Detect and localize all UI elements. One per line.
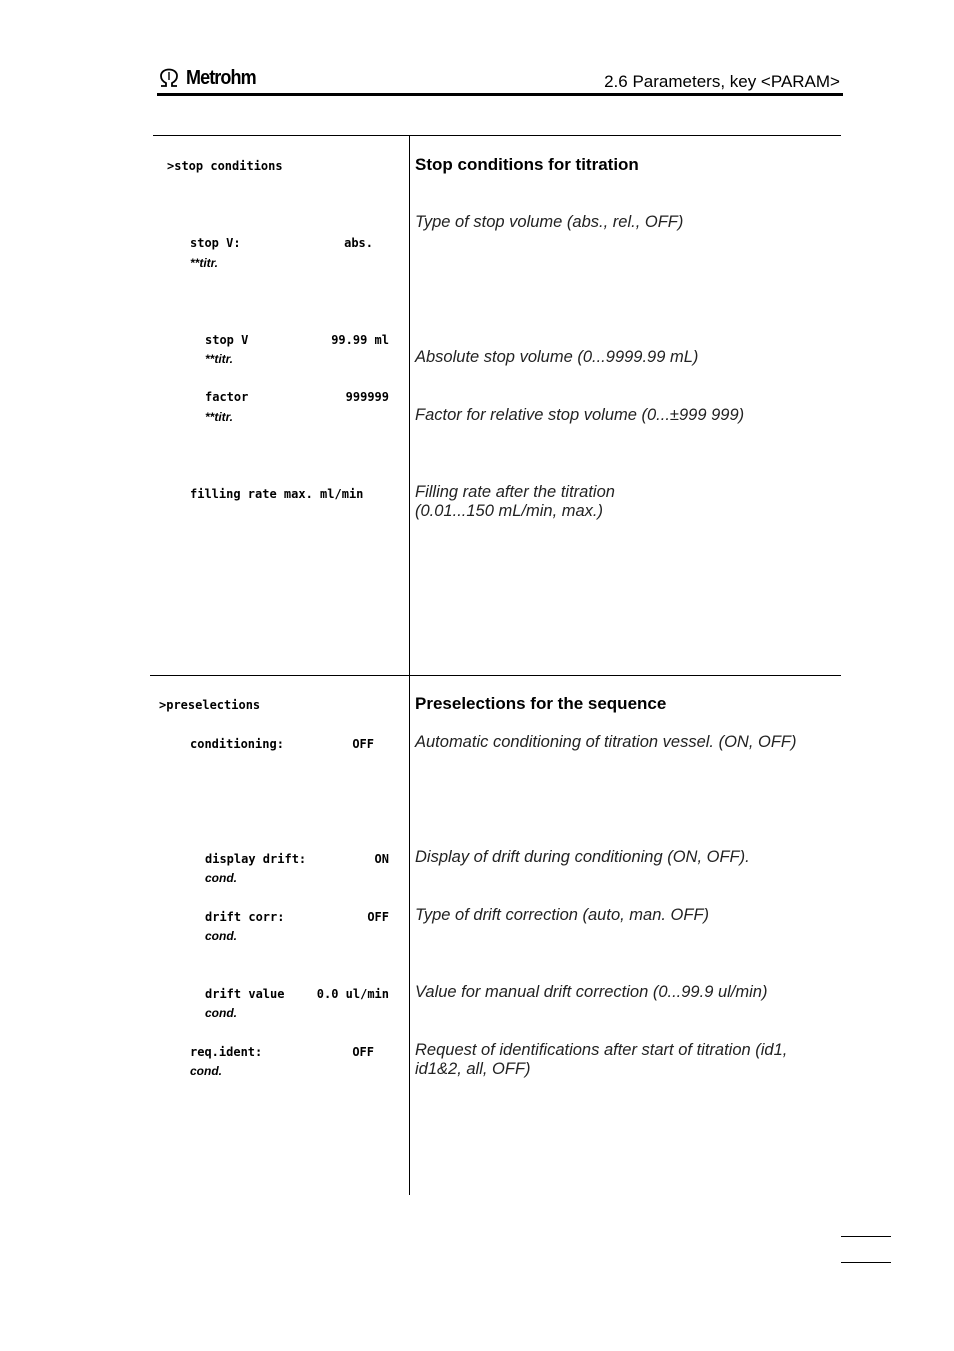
stop-volume-sub: **titr. bbox=[205, 352, 234, 366]
page-section-title: 2.6 Parameters, key <PARAM> bbox=[604, 72, 840, 91]
display-drift-label: display drift: bbox=[205, 852, 307, 866]
conditioning-value: OFF bbox=[352, 737, 374, 751]
stop-volume-desc: Absolute stop volume (0...9999.99 mL) bbox=[415, 348, 699, 366]
stop-volume-row bbox=[205, 333, 389, 347]
req-ident-value: OFF bbox=[352, 1045, 374, 1059]
conditioning-row bbox=[190, 737, 374, 751]
factor-label: factor bbox=[205, 390, 249, 404]
factor-desc: Factor for relative stop volume (0...±999 999) bbox=[415, 406, 745, 424]
column-divider bbox=[409, 135, 410, 1195]
drift-value-value: 0.0 ul/min bbox=[316, 987, 389, 1001]
table-top-rule bbox=[153, 135, 841, 136]
omega-logo-icon bbox=[158, 68, 180, 88]
drift-corr-desc: Type of drift correction (auto, man. OFF) bbox=[415, 906, 710, 924]
req-ident-desc-line2: id1&2, all, OFF) bbox=[415, 1060, 531, 1078]
conditioning-desc: Automatic conditioning of titration vessel. (ON, OFF) bbox=[415, 733, 797, 751]
factor-sub: **titr. bbox=[205, 410, 234, 424]
drift-value-label: drift value bbox=[205, 987, 285, 1001]
stop-volume-value: 99.99 ml bbox=[331, 333, 389, 347]
drift-value-sub: cond. bbox=[205, 1006, 237, 1020]
stop-conditions-title: >stop conditions bbox=[167, 159, 283, 173]
display-drift-desc: Display of drift during conditioning (ON, OFF). bbox=[415, 848, 750, 866]
req-ident-label: req.ident: bbox=[190, 1045, 263, 1059]
filling-rate-desc-line1: Filling rate after the titration bbox=[415, 483, 615, 501]
drift-value-desc: Value for manual drift correction (0...99.9 ul/min) bbox=[415, 983, 768, 1001]
display-drift-row bbox=[205, 852, 389, 866]
stop-v-value: abs. bbox=[344, 236, 373, 250]
footer-rule-bottom bbox=[841, 1262, 891, 1263]
brand-name: Metrohm bbox=[186, 66, 256, 89]
preselections-heading: Preselections for the sequence bbox=[415, 694, 667, 713]
filling-rate-label: filling rate max. ml/min bbox=[190, 487, 364, 501]
display-drift-value: ON bbox=[374, 852, 389, 866]
stop-conditions-heading: Stop conditions for titration bbox=[415, 155, 639, 174]
drift-value-row bbox=[205, 987, 389, 1001]
display-drift-sub: cond. bbox=[205, 871, 237, 885]
conditioning-label: conditioning: bbox=[190, 737, 284, 751]
drift-corr-value: OFF bbox=[367, 910, 389, 924]
factor-value: 999999 bbox=[345, 390, 389, 404]
stop-v-desc: Type of stop volume (abs., rel., OFF) bbox=[415, 213, 684, 231]
stop-v-label: stop V: bbox=[190, 236, 241, 250]
preselections-title: >preselections bbox=[159, 698, 261, 712]
req-ident-row bbox=[190, 1045, 374, 1059]
factor-row bbox=[205, 390, 389, 404]
filling-rate-desc-line2: (0.01...150 mL/min, max.) bbox=[415, 502, 603, 520]
header-rule bbox=[157, 93, 843, 96]
stop-v-sub: **titr. bbox=[190, 256, 219, 270]
footer-rule-top bbox=[841, 1236, 891, 1237]
stop-volume-label: stop V bbox=[205, 333, 249, 347]
req-ident-desc-line1: Request of identifications after start of titration (id1, bbox=[415, 1041, 788, 1059]
brand-logo bbox=[158, 66, 263, 90]
drift-corr-sub: cond. bbox=[205, 929, 237, 943]
stop-v-row bbox=[190, 236, 373, 250]
req-ident-sub: cond. bbox=[190, 1064, 222, 1078]
drift-corr-row bbox=[205, 910, 389, 924]
drift-corr-label: drift corr: bbox=[205, 910, 285, 924]
section-divider-rule bbox=[150, 675, 841, 676]
